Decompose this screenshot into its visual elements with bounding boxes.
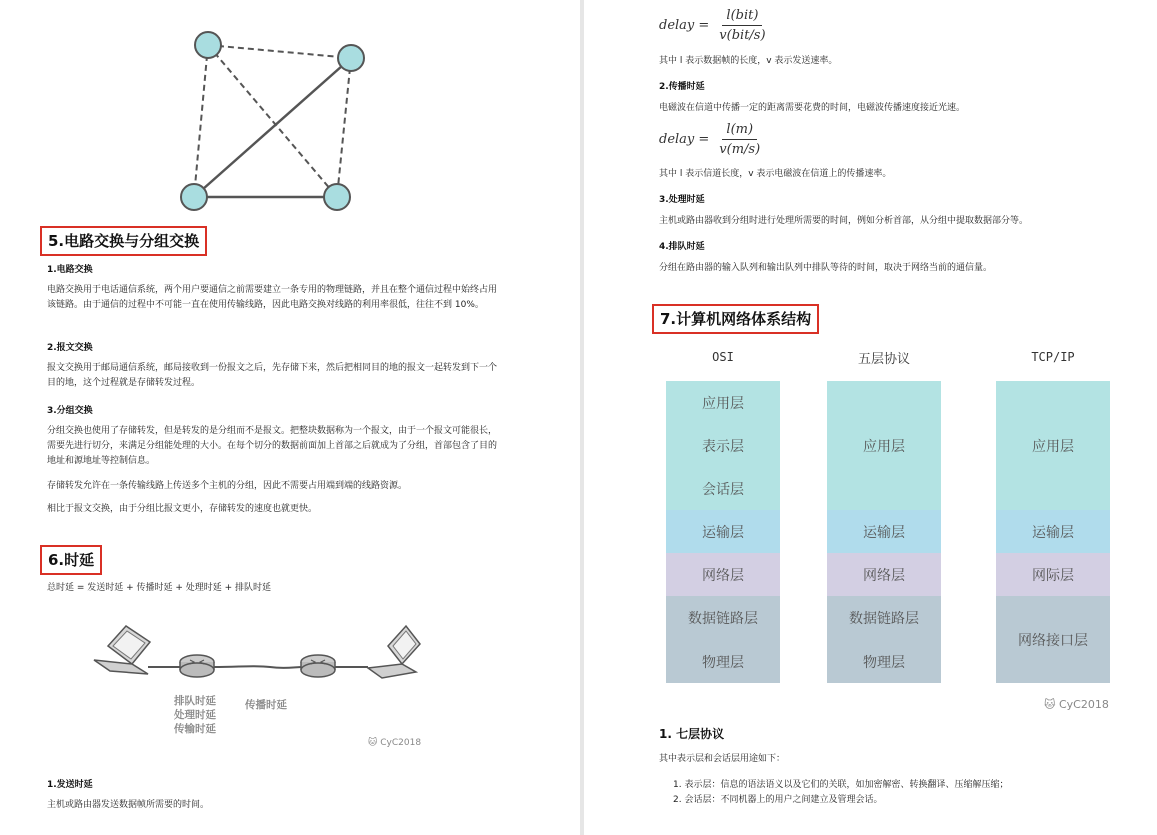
layer-network: 网络层: [827, 553, 941, 596]
network-node: [338, 45, 364, 71]
layer-session: 会话层: [666, 467, 780, 510]
watermark: [1044, 698, 1109, 711]
column-header-osi: OSI: [712, 350, 734, 364]
layer-data-link: 数据链路层: [827, 596, 941, 640]
cat-logo-icon: 🐱: [368, 738, 378, 748]
formula-fraction: [715, 8, 769, 43]
watermark-text: CyC2018: [380, 738, 422, 748]
formula-denominator: v(bit/s): [719, 28, 766, 43]
formula-lhs: delay =: [659, 18, 710, 33]
processing-delay-text: 主机或路由器收到分组时进行处理所需要的时间，例如分析首部，从分组中提取数据部分等。: [659, 216, 1029, 226]
heading-processing-delay: 3.处理时延: [659, 195, 705, 205]
formula2-note: 其中 l 表示信道长度，v 表示电磁波在信道上的传播速率。: [659, 169, 892, 179]
layer-application: 应用层: [996, 381, 1110, 510]
queueing-delay-text: 分组在路由器的输入队列和输出队列中排队等待的时间，取决于网络当前的通信量。: [659, 263, 993, 273]
comparison-text: 相比于报文交换，由于分组比报文更小，存储转发的速度也就更快。: [47, 504, 318, 514]
layer-network-interface: 网络接口层: [996, 596, 1110, 683]
delay-diagram: [90, 618, 430, 690]
formula-denominator: v(m/s): [719, 142, 761, 157]
list-item: 1. 表示层：信息的语法语义以及它们的关联，如加密解密、转换翻译、压缩解压缩；: [673, 780, 1009, 790]
network-node: [324, 184, 350, 210]
formula-transmission-delay: [659, 8, 770, 43]
layer-presentation: 表示层: [666, 424, 780, 467]
circuit-switching-text: 电路交换用于电话通信系统，两个用户要通信之前需要建立一条专用的物理链路，并且在整个通信过程中始终占用该链路。由于通信的过程中不可能一直在使用传输线路，因此电路交换对线路的利用率很低，往往不到 10%。: [47, 285, 498, 310]
layer-transport: 运输层: [827, 510, 941, 553]
formula-numerator: l(m): [722, 122, 757, 140]
formula-propagation-delay: [659, 122, 764, 157]
label-transmit-delay: 传输时延: [174, 723, 216, 735]
heading-seven-layer: 1. 七层协议: [659, 727, 725, 741]
section-title-architecture: 7.计算机网络体系结构: [652, 304, 819, 334]
layer-application: 应用层: [666, 381, 780, 424]
tcpip-stack: [996, 381, 1110, 683]
formula-fraction: [715, 122, 764, 157]
layer-internet: 网际层: [996, 553, 1110, 596]
label-propagation-delay: 传播时延: [245, 699, 287, 711]
layer-data-link: 数据链路层: [666, 596, 780, 640]
router-icon: [180, 655, 214, 677]
layer-physical: 物理层: [666, 640, 780, 683]
network-node: [181, 184, 207, 210]
heading-propagation-delay: 2.传播时延: [659, 82, 705, 92]
watermark-text: CyC2018: [1058, 698, 1109, 711]
layer-application: 应用层: [827, 381, 941, 510]
laptop-icon: [368, 626, 420, 678]
heading-message-switching: 2.报文交换: [47, 343, 93, 353]
formula-numerator: l(bit): [722, 8, 762, 26]
heading-send-delay: 1.发送时延: [47, 780, 93, 790]
watermark: [368, 738, 421, 748]
heading-circuit-switching: 1.电路交换: [47, 265, 93, 275]
layer-transport: 运输层: [996, 510, 1110, 553]
column-header-five-layer: 五层协议: [857, 352, 910, 367]
five-layer-stack: [827, 381, 941, 683]
network-node: [195, 32, 221, 58]
total-delay-formula: 总时延 = 发送时延 + 传播时延 + 处理时延 + 排队时延: [47, 583, 272, 593]
seven-layer-intro: 其中表示层和会话层用途如下：: [659, 754, 786, 764]
laptop-icon: [94, 626, 150, 674]
heading-queueing-delay: 4.排队时延: [659, 242, 705, 252]
propagation-delay-text: 电磁波在信道中传播一定的距离需要花费的时间，电磁波传播速度接近光速。: [659, 103, 966, 113]
formula1-note: 其中 l 表示数据帧的长度，v 表示发送速率。: [659, 56, 838, 66]
layer-network: 网络层: [666, 553, 780, 596]
right-page: [584, 0, 1157, 835]
column-header-tcpip: TCP/IP: [1031, 350, 1075, 364]
cat-logo-icon: 🐱: [1044, 698, 1056, 711]
osi-stack: [666, 381, 780, 683]
packet-switching-text: 分组交换也使用了存储转发，但是转发的是分组而不是报文。把整块数据称为一个报文，由于一个报文可能很长，需要先进行切分，来满足分组能处理的大小。在每个切分的数据前面加上首部之后就成为了分组，首部包含了目的地址和源地址等控制信息。: [47, 426, 498, 466]
list-item: 2. 会话层：不同机器上的用户之间建立及管理会话。: [673, 795, 883, 805]
send-delay-text: 主机或路由器发送数据帧所需要的时间。: [47, 800, 210, 810]
router-icon: [301, 655, 335, 677]
heading-packet-switching: 3.分组交换: [47, 406, 93, 416]
section-title-switching: 5.电路交换与分组交换: [40, 226, 207, 256]
label-queue-delay: 排队时延: [174, 695, 216, 707]
label-process-delay: 处理时延: [174, 709, 216, 721]
layer-physical: 物理层: [827, 640, 941, 683]
network-topology-diagram: [170, 25, 380, 215]
store-forward-text: 存储转发允许在一条传输线路上传送多个主机的分组，因此不需要占用端到端的线路资源。: [47, 481, 408, 491]
message-switching-text: 报文交换用于邮局通信系统，邮局接收到一份报文之后，先存储下来，然后把相同目的地的报文一起转发到下一个目的地，这个过程就是存储转发过程。: [47, 363, 498, 388]
formula-lhs: delay =: [659, 132, 710, 147]
layer-transport: 运输层: [666, 510, 780, 553]
delay-labels-group: [174, 694, 216, 736]
section-title-delay: 6.时延: [40, 545, 102, 575]
